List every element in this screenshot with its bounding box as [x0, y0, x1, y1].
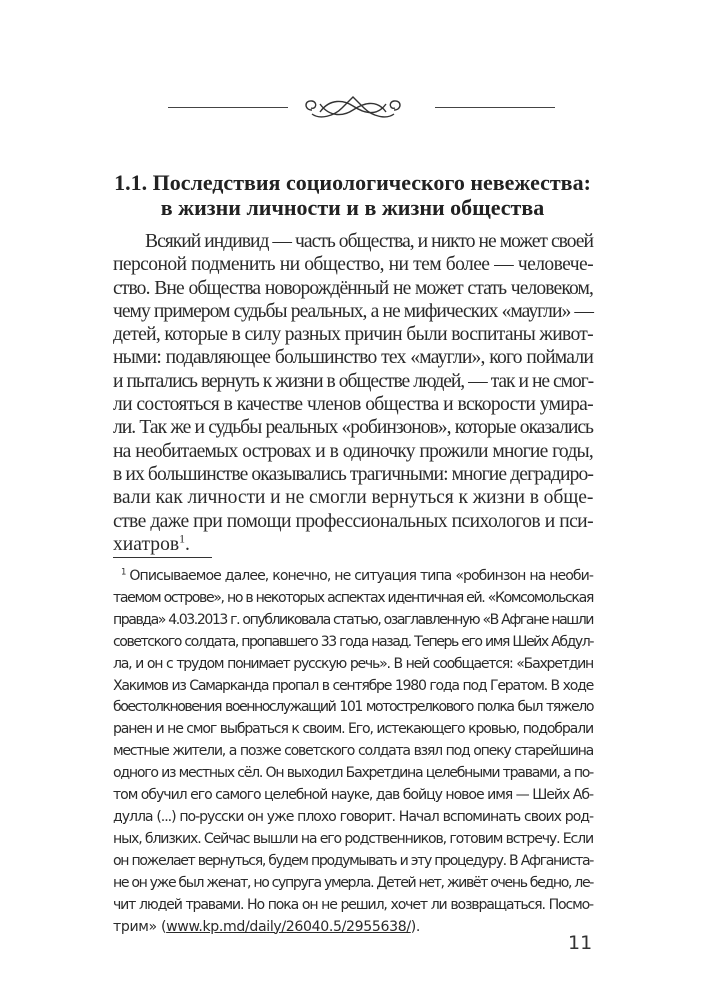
footnote-line: он пожелает вернуться, будем продумывать и эту процедуру. В Афганиста- [113, 852, 593, 869]
footnote-line: советского солдата, пропавшего 33 года назад. Теперь его имя Шейх Абдул- [113, 633, 593, 650]
body-line: ство. Вне общества новорождённый не может стать человеком, [113, 277, 593, 299]
footnote-line: таемом острове», но в некоторых аспектах идентичная ей. «Комсомольская [113, 589, 593, 606]
heading-line-2: в жизни личности и в жизни общества [160, 195, 545, 220]
footnote-line: не он уже был женат, но супруга умерла. Детей нет, живёт очень бедно, ле- [113, 874, 593, 891]
body-line: ли. Так же и судьбы реальных «робинзонов», которые оказались [113, 417, 593, 439]
body-line: вали как личности и не смогли вернуться к жизни в обще- [113, 487, 594, 509]
body-line: Всякий индивид — часть общества, и никто не может своей [145, 231, 593, 252]
source-url-link[interactable]: www.kp.md/daily/26040.5/2955638/ [166, 918, 411, 935]
heading-line-1: 1.1. Последствия социологического невежества: [114, 170, 591, 195]
body-line-text: хиатров [113, 533, 180, 555]
body-line: ными: подавляющее большинство тех «маугли», кого поймали [113, 347, 593, 369]
page-number: 11 [568, 932, 593, 954]
footnote-line: ла, и он с трудом понимает русскую речь». В ней сообщается: «Бахретдин [113, 655, 593, 672]
footnote [113, 566, 593, 938]
section-heading [40, 170, 665, 220]
footnote-line: ранен и не смог выбраться к своим. Его, истекающего кровью, подобрали [113, 721, 593, 738]
body-line: персоной подменить ни общество, ни тем более — человече- [113, 254, 593, 276]
footnote-line: чит людей травами. Но пока он не решил, хочет ли возвращаться. Посмо- [113, 896, 593, 913]
body-line: в их большинстве оказывались трагичными: многие деградиро- [113, 463, 593, 485]
footnote-line [113, 566, 593, 588]
footnote-line: правда» 4.03.2013 г. опубликовала статью, озаглавленную «В Афгане нашли [113, 611, 593, 628]
footnote-text: ). [410, 918, 421, 935]
ornament-rule-left [168, 107, 288, 108]
footnote-line: местные жители, а позже советского солдата взял под опеку старейшина [113, 743, 593, 760]
footnote-separator [113, 557, 212, 558]
body-line: и пытались вернуть к жизни в обществе людей, — так и не смог- [113, 370, 593, 392]
body-line: стве даже при помощи профессиональных психологов и пси- [113, 510, 593, 532]
footnote-line: Хакимов из Самарканда пропал в сентябре 1980 года под Гератом. В ходе [113, 677, 593, 694]
ornament-flourish-icon [300, 92, 406, 124]
footnote-number: 1 [121, 566, 126, 577]
body-paragraph [113, 230, 593, 556]
footnote-line: дулла (...) по-русски он уже плохо говорит. Начал вспоминать своих род- [113, 808, 593, 825]
body-line: чему примером судьбы реальных, а не мифических «маугли» — [113, 300, 593, 322]
footnote-line: том обучил его самого целебной науке, дав бойцу новое имя — Шейх Аб- [113, 787, 593, 804]
footnote-reference[interactable]: 1 [179, 532, 185, 546]
body-end-punct: . [185, 533, 190, 555]
body-line: ли состояться в качестве членов общества и вскорости умира- [113, 394, 593, 416]
footnote-line-text: Описываемое далее, конечно, не ситуация типа «робинзон на необи- [129, 568, 593, 584]
footnote-line: боестолкновения военнослужащий 101 мотострелкового полка был тяжело [113, 699, 593, 716]
ornament-rule-right [435, 107, 555, 108]
footnote-line: ных, близких. Сейчас вышли на его родственников, готовим встречу. Если [113, 830, 593, 847]
footnote-line-last [113, 917, 593, 939]
footnote-text: трим» ( [113, 918, 167, 935]
footnote-line: одного из местных сёл. Он выходил Бахретдина целебными травами, а по- [113, 765, 593, 782]
body-line: детей, которые в силу разных причин были воспитаны живот- [113, 324, 593, 346]
body-line-last [113, 533, 593, 556]
body-line: на необитаемых островах и в одиночку прожили многие годы, [113, 440, 593, 462]
